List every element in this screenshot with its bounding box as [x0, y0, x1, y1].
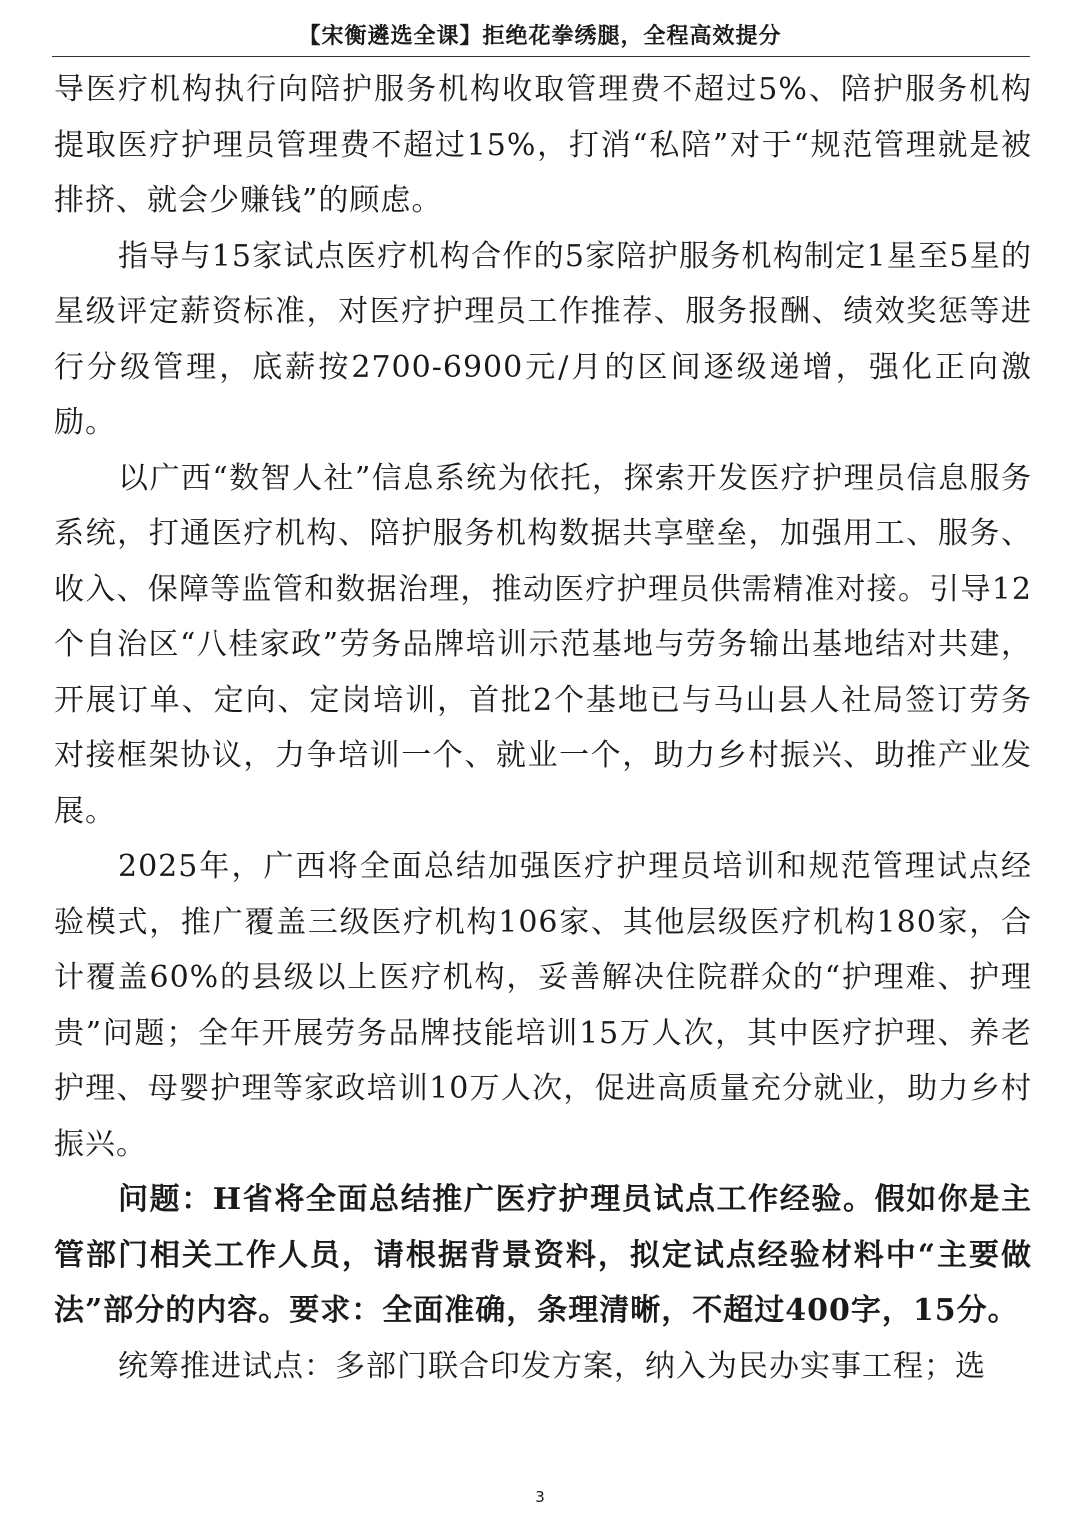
paragraph-2025-plan: 2025年，广西将全面总结加强医疗护理员培训和规范管理试点经验模式，推广覆盖三级医疗机构106家、其他层级医疗机构180家，合计覆盖60%的县级以上医疗机构，妥善解决住院群众的“护理难、护理贵”问题；全年开展劳务品牌技能培训15万人次，其中医疗护理、养老护理、母婴护理等家政培训10万人次，促进高质量充分就业，助力乡村振兴。 — [54, 849, 1032, 1162]
paragraph-question: 问题：H省将全面总结推广医疗护理员试点工作经验。假如你是主管部门相关工作人员，请根据背景资料，拟定试点经验材料中“主要做法”部分的内容。要求：全面准确，条理清晰，不超过400字，15分。 — [54, 1182, 1032, 1328]
paragraph-management-fee: 导医疗机构执行向陪护服务机构收取管理费不超过5%、陪护服务机构提取医疗护理员管理费不超过15%，打消“私陪”对于“规范管理就是被排挤、就会少赚钱”的顾虑。 — [54, 72, 1032, 218]
header-divider — [52, 56, 1030, 57]
page-number: 3 — [535, 1488, 545, 1506]
page-header — [0, 0, 1080, 68]
paragraph-star-rating: 指导与15家试点医疗机构合作的5家陪护服务机构制定1星至5星的星级评定薪资标准，对医疗护理员工作推荐、服务报酬、绩效奖惩等进行分级管理，底薪按2700-6900元/月的区间逐级递增，强化正向激励。 — [54, 238, 1032, 440]
header-title: 【宋衡遴选全课】拒绝花拳绣腿，全程高效提分 — [298, 24, 782, 49]
paragraph-info-system: 以广西“数智人社”信息系统为依托，探索开发医疗护理员信息服务系统，打通医疗机构、陪护服务机构数据共享壁垒，加强用工、服务、收入、保障等监管和数据治理，推动医疗护理员供需精准对接。引导12个自治区“八桂家政”劳务品牌培训示范基地与劳务输出基地结对共建，开展订单、定向、定岗培训，首批2个基地已与马山县人社局签订劳务对接框架协议，力争培训一个、就业一个，助力乡村振兴、助推产业发展。 — [54, 460, 1032, 829]
document-body — [54, 62, 1032, 1394]
paragraph-answer-start: 统筹推进试点：多部门联合印发方案，纳入为民办实事工程；选 — [118, 1348, 986, 1384]
